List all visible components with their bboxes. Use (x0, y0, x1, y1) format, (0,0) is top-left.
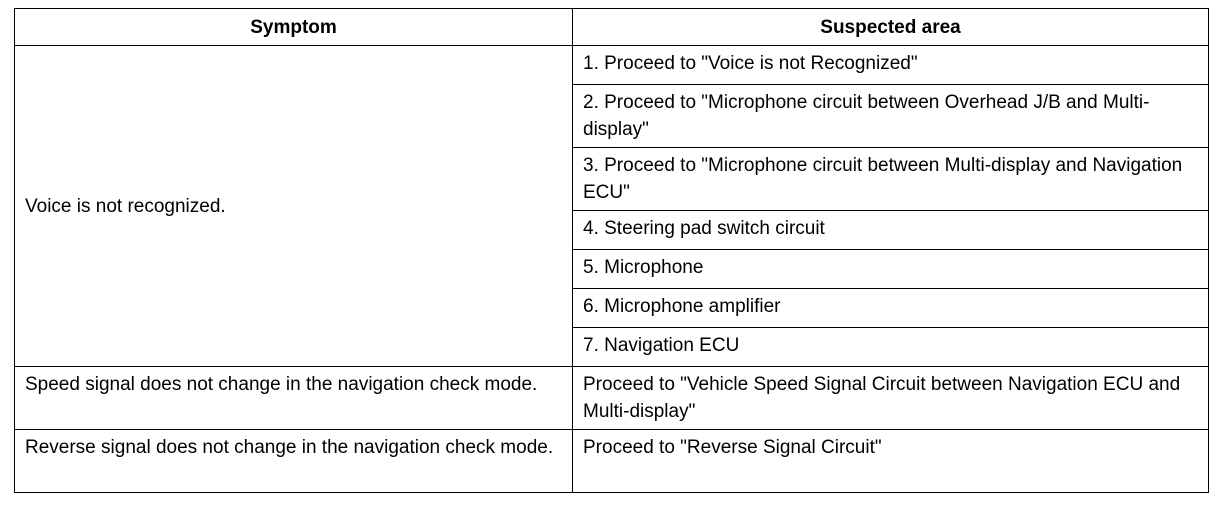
symptom-table (14, 8, 1209, 493)
header-symptom: Symptom (15, 9, 573, 46)
suspected-area-cell: 4. Steering pad switch circuit (573, 211, 1209, 250)
table-row (15, 46, 1209, 85)
table-row (15, 367, 1209, 430)
symptom-voice-not-recognized: Voice is not recognized. (15, 46, 573, 367)
suspected-area-cell: 1. Proceed to "Voice is not Recognized" (573, 46, 1209, 85)
table-header-row (15, 9, 1209, 46)
suspected-area-cell: 2. Proceed to "Microphone circuit between Overhead J/B and Multi-display" (573, 85, 1209, 148)
table-row (15, 430, 1209, 493)
suspected-area-cell: 6. Microphone amplifier (573, 289, 1209, 328)
header-suspected-area: Suspected area (573, 9, 1209, 46)
suspected-area-cell: 3. Proceed to "Microphone circuit between Multi-display and Navigation ECU" (573, 148, 1209, 211)
symptom-speed-signal: Speed signal does not change in the navigation check mode. (15, 367, 573, 430)
suspected-area-cell: Proceed to "Vehicle Speed Signal Circuit between Navigation ECU and Multi-display" (573, 367, 1209, 430)
suspected-area-cell: Proceed to "Reverse Signal Circuit" (573, 430, 1209, 493)
suspected-area-cell: 5. Microphone (573, 250, 1209, 289)
suspected-area-cell: 7. Navigation ECU (573, 328, 1209, 367)
symptom-reverse-signal: Reverse signal does not change in the navigation check mode. (15, 430, 573, 493)
